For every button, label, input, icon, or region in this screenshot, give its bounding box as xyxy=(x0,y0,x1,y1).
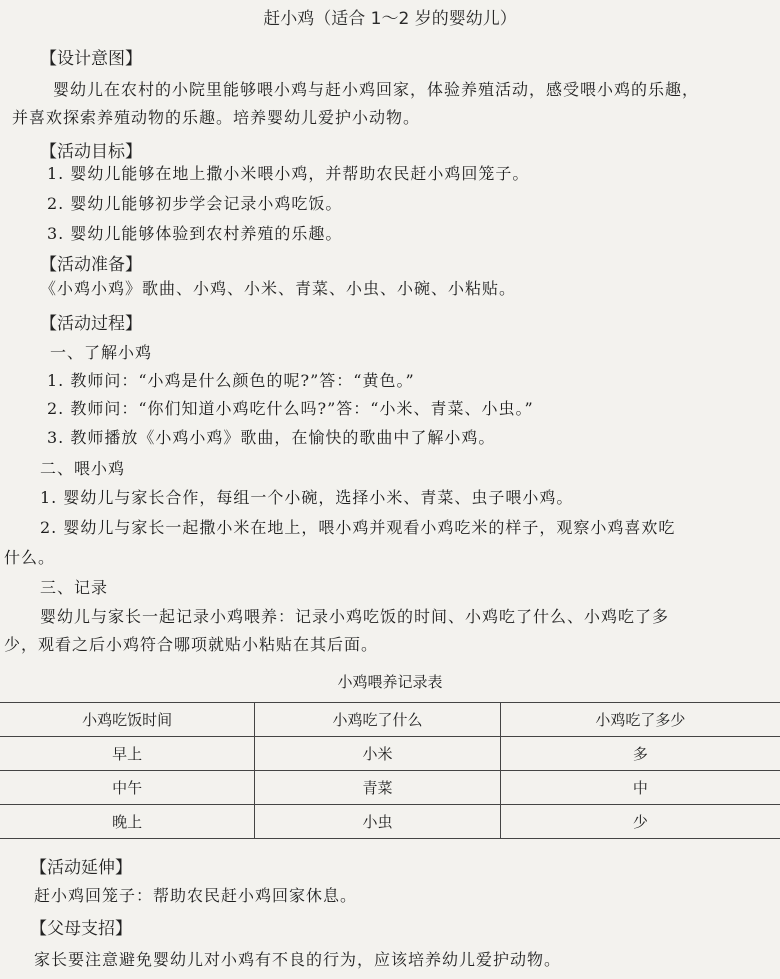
heading-goals: 【活动目标】 xyxy=(40,142,142,162)
process-line-10: 婴幼儿与家长一起记录小鸡喂养：记录小鸡吃饭的时间、小鸡吃了什么、小鸡吃了多 xyxy=(40,607,670,626)
table-header-row xyxy=(0,703,780,737)
design-line-2: 并喜欢探索养殖动物的乐趣。培养婴幼儿爱护小动物。 xyxy=(12,108,421,127)
table-header: 小鸡吃饭时间 xyxy=(0,703,255,737)
table-cell: 小米 xyxy=(255,737,500,771)
table-cell: 青菜 xyxy=(255,771,500,805)
heading-design: 【设计意图】 xyxy=(40,49,142,69)
design-line-1: 婴幼儿在农村的小院里能够喂小鸡与赶小鸡回家，体验养殖活动，感受喂小鸡的乐趣， xyxy=(53,80,700,99)
table-cell: 中 xyxy=(500,771,780,805)
table-title: 小鸡喂养记录表 xyxy=(337,673,443,691)
table-cell: 早上 xyxy=(0,737,255,771)
process-line-7: 2. 婴幼儿与家长一起撒小米在地上，喂小鸡并观看小鸡吃米的样子，观察小鸡喜欢吃 xyxy=(40,518,676,537)
parents-line-1: 家长要注意避免婴幼儿对小鸡有不良的行为，应该培养幼儿爱护动物。 xyxy=(34,950,562,969)
table-row xyxy=(0,771,780,805)
goals-line-1: 1. 婴幼儿能够在地上撒小米喂小鸡，并帮助农民赶小鸡回笼子。 xyxy=(47,164,530,183)
process-line-5: 二、喂小鸡 xyxy=(40,459,126,478)
heading-parents: 【父母支招】 xyxy=(30,919,132,939)
table-row xyxy=(0,737,780,771)
table-cell: 小虫 xyxy=(255,805,500,839)
table-cell: 少 xyxy=(500,805,780,839)
table-header: 小鸡吃了什么 xyxy=(255,703,500,737)
process-line-3: 2. 教师问：“你们知道小鸡吃什么吗?”答：“小米、青菜、小虫。” xyxy=(47,399,534,418)
heading-process: 【活动过程】 xyxy=(40,314,142,334)
process-line-8: 什么。 xyxy=(4,548,56,567)
feeding-record-table xyxy=(0,702,780,839)
process-line-6: 1. 婴幼儿与家长合作，每组一个小碗，选择小米、青菜、虫子喂小鸡。 xyxy=(40,488,574,507)
process-line-9: 三、记录 xyxy=(40,578,109,597)
process-line-11: 少，观看之后小鸡符合哪项就贴小粘贴在其后面。 xyxy=(4,635,379,654)
page-title: 赶小鸡（适合 1～2 岁的婴幼儿） xyxy=(263,9,517,29)
goals-line-2: 2. 婴幼儿能够初步学会记录小鸡吃饭。 xyxy=(47,194,343,213)
table-cell: 晚上 xyxy=(0,805,255,839)
extension-line-1: 赶小鸡回笼子：帮助农民赶小鸡回家休息。 xyxy=(34,886,358,905)
table-header: 小鸡吃了多少 xyxy=(500,703,780,737)
heading-extension: 【活动延伸】 xyxy=(30,858,132,878)
table-row xyxy=(0,805,780,839)
heading-prep: 【活动准备】 xyxy=(40,255,142,275)
process-line-4: 3. 教师播放《小鸡小鸡》歌曲，在愉快的歌曲中了解小鸡。 xyxy=(47,428,496,447)
prep-line-1: 《小鸡小鸡》歌曲、小鸡、小米、青菜、小虫、小碗、小粘贴。 xyxy=(40,279,517,298)
table-cell: 多 xyxy=(500,737,780,771)
process-line-2: 1. 教师问：“小鸡是什么颜色的呢?”答：“黄色。” xyxy=(47,371,415,390)
table-cell: 中午 xyxy=(0,771,255,805)
process-line-1: 一、了解小鸡 xyxy=(50,343,153,362)
goals-line-3: 3. 婴幼儿能够体验到农村养殖的乐趣。 xyxy=(47,224,343,243)
